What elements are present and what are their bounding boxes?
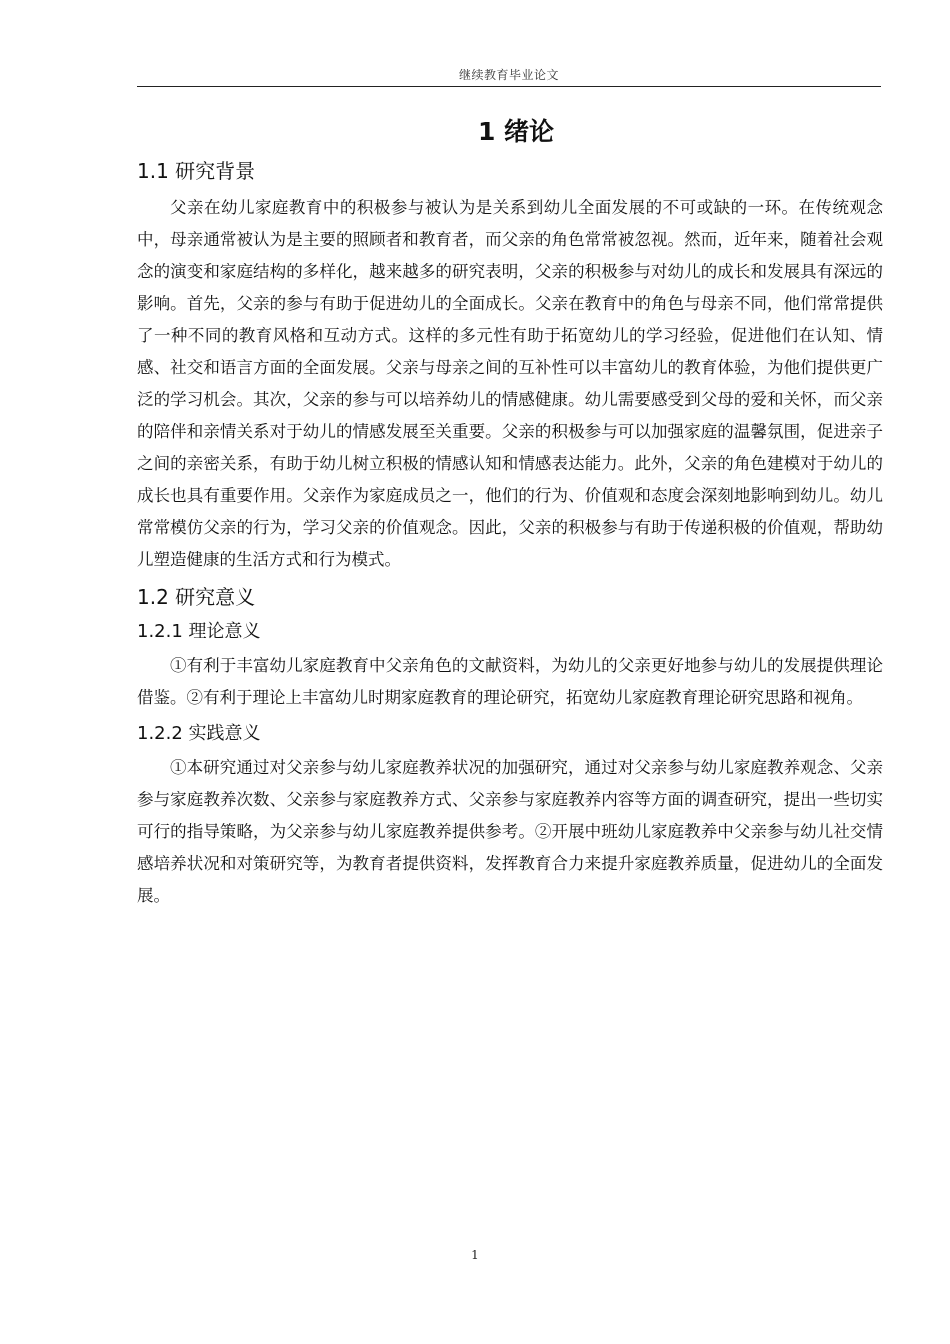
section-heading-1-2-2: 1.2.2 实践意义 <box>137 723 261 744</box>
running-header: 继续教育毕业论文 <box>458 68 559 82</box>
header-rule <box>137 86 881 87</box>
page-content <box>137 110 883 918</box>
chapter-title: 1 绪论 <box>477 117 555 146</box>
section-heading-1-2-1: 1.2.1 理论意义 <box>137 621 261 642</box>
section-paragraph-1-2-2: ①本研究通过对父亲参与幼儿家庭教养状况的加强研究，通过对父亲参与幼儿家庭教养观念、父亲参与家庭教养次数、父亲参与家庭教养方式、父亲参与家庭教养内容等方面的调查研究，提出一些切实可行的指导策略，为父亲参与幼儿家庭教养提供参考。②开展中班幼儿家庭教养中父亲参与幼儿社交情感培养状况和对策研究等，为教育者提供资料，发挥教育合力来提升家庭教养质量，促进幼儿的全面发展。 <box>137 758 883 905</box>
section-heading-1-1: 1.1 研究背景 <box>137 159 256 183</box>
section-paragraph-1-1: 父亲在幼儿家庭教育中的积极参与被认为是关系到幼儿全面发展的不可或缺的一环。在传统观念中，母亲通常被认为是主要的照顾者和教育者，而父亲的角色常常被忽视。然而，近年来，随着社会观念的演变和家庭结构的多样化，越来越多的研究表明，父亲的积极参与对幼儿的成长和发展具有深远的影响。首先，父亲的参与有助于促进幼儿的全面成长。父亲在教育中的角色与母亲不同，他们常常提供了一种不同的教育风格和互动方式。这样的多元性有助于拓宽幼儿的学习经验，促进他们在认知、情感、社交和语言方面的全面发展。父亲与母亲之间的互补性可以丰富幼儿的教育体验，为他们提供更广泛的学习机会。其次，父亲的参与可以培养幼儿的情感健康。幼儿需要感受到父母的爱和关怀，而父亲的陪伴和亲情关系对于幼儿的情感发展至关重要。父亲的积极参与可以加强家庭的温馨氛围，促进亲子之间的亲密关系，有助于幼儿树立积极的情感认知和情感表达能力。此外，父亲的角色建模对于幼儿的成长也具有重要作用。父亲作为家庭成员之一，他们的行为、价值观和态度会深刻地影响到幼儿。幼儿常常模仿父亲的行为，学习父亲的价值观念。因此，父亲的积极参与有助于传递积极的价值观，帮助幼儿塑造健康的生活方式和行为模式。 <box>137 198 883 569</box>
section-paragraph-1-2-1: ①有利于丰富幼儿家庭教育中父亲角色的文献资料，为幼儿的父亲更好地参与幼儿的发展提供理论借鉴。②有利于理论上丰富幼儿时期家庭教育的理论研究，拓宽幼儿家庭教育理论研究思路和视角。 <box>137 656 883 707</box>
page-number: 1 <box>471 1248 479 1262</box>
section-heading-1-2: 1.2 研究意义 <box>137 585 256 609</box>
